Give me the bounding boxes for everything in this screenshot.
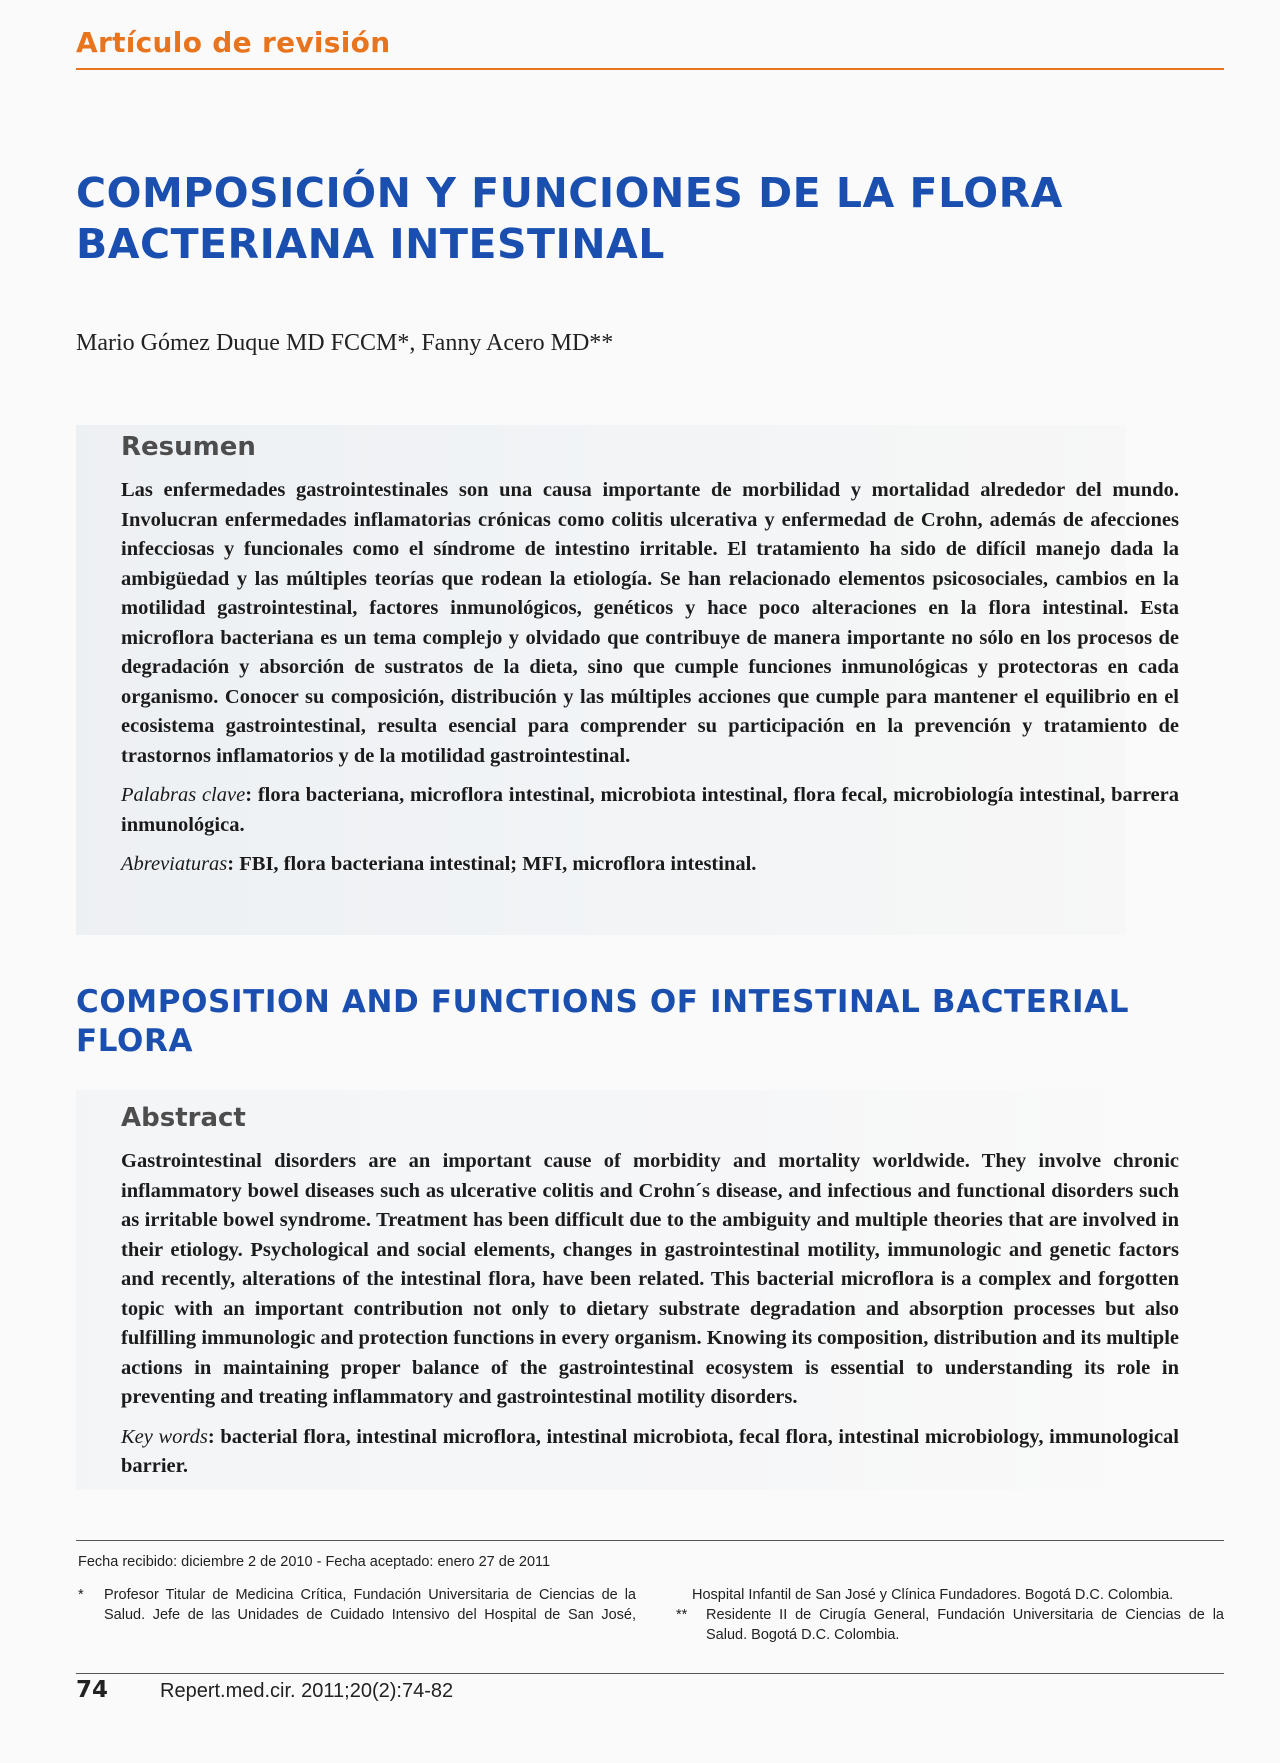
abstract-heading: Abstract	[121, 1103, 246, 1133]
footnote-2-text: Residente II de Cirugía General, Fundación Universitaria de Ciencias de la Salud. Bogotá D.C. Colombia.	[706, 1607, 1224, 1643]
keywords-text: flora bacteriana, microflora intestinal, microbiota intestinal, flora fecal, microbiología intestinal, barrera inmunológica.	[121, 784, 1180, 836]
english-title: COMPOSITION AND FUNCTIONS OF INTESTINAL BACTERIAL FLORA	[76, 984, 1130, 1059]
journal-citation: Repert.med.cir. 2011;20(2):74-82	[160, 1680, 454, 1702]
page-number: 74	[76, 1677, 109, 1703]
abbrev-text: FBI, flora bacteriana intestinal; MFI, microflora intestinal.	[239, 853, 757, 875]
abbrev-label: Abreviaturas	[121, 853, 228, 875]
keywords-label: Palabras clave	[121, 784, 246, 806]
footer-rule	[76, 1673, 1224, 1674]
section-label: Artículo de revisión	[76, 26, 391, 59]
footnote-1-mark: *	[78, 1587, 84, 1603]
footnote-rule	[76, 1540, 1224, 1541]
footnote-2-mark: **	[676, 1607, 688, 1623]
resumen-text: Las enfermedades gastrointestinales son una causa importante de morbilidad y mortalidad alrededor del mundo. Involucran enfermedades inflamatorias crónicas como colitis ulcerativa y enfermedad de Crohn, además de afecciones infecciosas y funcionales como el síndrome de intestino irritable. El tratamiento ha sido de difícil manejo dada la ambigüedad y las múltiples teorías que rodean la etiología. Se han relacionado elementos psicosociales, cambios en la motilidad gastrointestinal, factores inmunológicos, genéticos y hace poco alteraciones en la flora intestinal. Esta microflora bacteriana es un tema complejo y olvidado que contribuye de manera importante no sólo en los procesos de degradación y absorción de sustratos de la dieta, sino que cumple funciones inmunológicas y protectoras en cada organismo. Conocer su composición, distribución y las múltiples acciones que cumple para mantener el equilibrio en el ecosistema gastrointestinal, resulta esencial para comprender su participación en la prevención y tratamiento de trastornos inflamatorios y de la motilidad gastrointestinal.	[121, 479, 1179, 767]
resumen-section	[121, 432, 1179, 880]
resumen-abbreviations: Abreviaturas: FBI, flora bacteriana intestinal; MFI, microflora intestinal.	[121, 853, 757, 875]
header-rule	[76, 68, 1224, 70]
resumen-heading: Resumen	[121, 432, 256, 462]
authors: Mario Gómez Duque MD FCCM*, Fanny Acero MD**	[76, 330, 614, 356]
dates-note: Fecha recibido: diciembre 2 de 2010 - Fecha aceptado: enero 27 de 2011	[78, 1554, 551, 1570]
key-words-label: Key words	[121, 1425, 208, 1448]
abstract-section	[121, 1103, 1179, 1482]
article-title: COMPOSICIÓN Y FUNCIONES DE LA FLORA BACTERIANA INTESTINAL	[76, 169, 1063, 268]
footnote-1-text: Profesor Titular de Medicina Crítica, Fundación Universitaria de Ciencias de la Salud. Jefe de las Unidades de Cuidado Intensivo del Hospital de San José, Hospital Infantil de San José y Clínica Fundadores. Bogotá D.C. Colombia.	[104, 1587, 1174, 1623]
abstract-text: Gastrointestinal disorders are an important cause of morbidity and mortality worldwide. They involve chronic inflammatory bowel diseases such as ulcerative colitis and Crohn´s disease, and infectious and functional disorders such as irritable bowel syndrome. Treatment has been difficult due to the ambiguity and multiple theories that are involved in their etiology. Psychological and social elements, changes in gastrointestinal motility, immunologic and genetic factors and recently, alterations of the intestinal flora, have been related. This bacterial microflora is a complex and forgotten topic with an important contribution not only to dietary substrate degradation and absorption processes but also fulfilling immunologic and protection functions in every organism. Knowing its composition, distribution and its multiple actions in maintaining proper balance of the gastrointestinal ecosystem is essential to understanding its role in preventing and treating inflammatory and gastrointestinal motility disorders.	[121, 1150, 1179, 1408]
key-words-text: bacterial flora, intestinal microflora, intestinal microbiota, fecal flora, intestinal microbiology, immunological barrier.	[121, 1425, 1180, 1477]
resumen-keywords: Palabras clave: flora bacteriana, microflora intestinal, microbiota intestinal, flora fecal, microbiología intestinal, barrera inmunológica.	[121, 784, 1180, 836]
abstract-keywords: Key words: bacterial flora, intestinal microflora, intestinal microbiota, fecal flora, intestinal microbiology, immunological barrier.	[121, 1425, 1180, 1477]
footnote-2	[676, 1605, 1226, 1649]
